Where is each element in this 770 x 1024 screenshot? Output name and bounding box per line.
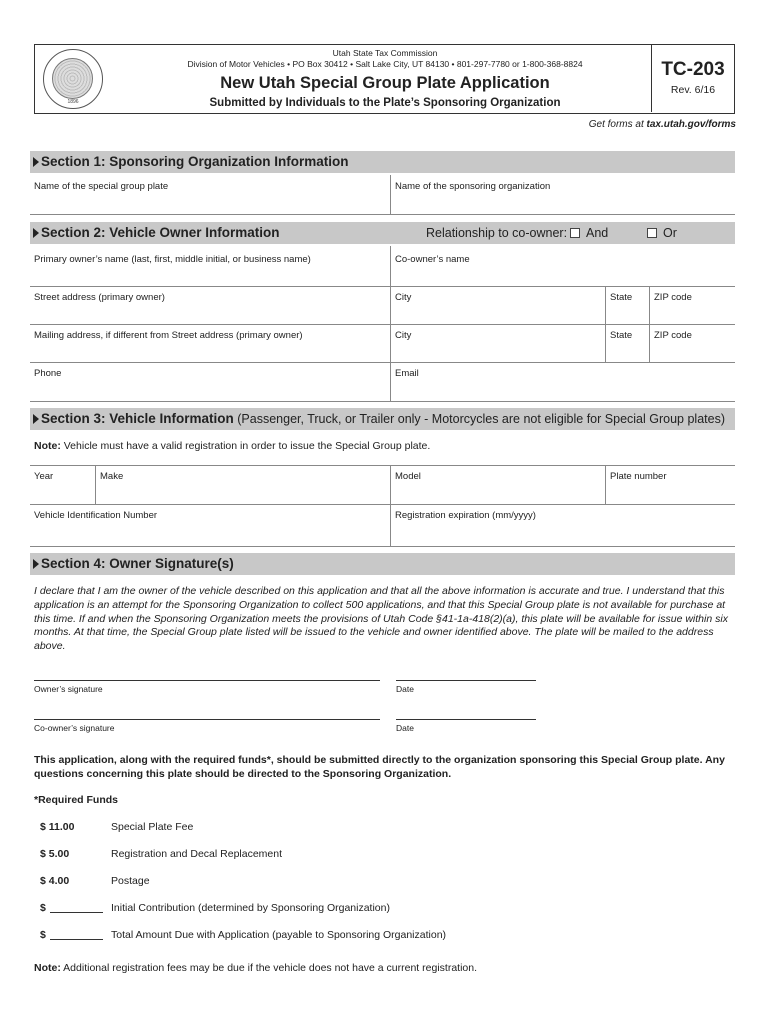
get-forms-note — [589, 119, 736, 130]
submission-instructions: This application, along with the required funds*, should be submitted directly to the organization sponsoring this Special Group plate. Any questions concerning this plate should be directed to the Sponsoring Organization. — [34, 754, 725, 780]
state-field[interactable] — [606, 286, 649, 324]
seal-year: 1896 — [67, 99, 79, 105]
mailing-state-label: State — [610, 330, 633, 341]
final-note-text: Additional registration fees may be due if the vehicle does not have a current registration. — [60, 962, 478, 974]
relationship-or-option[interactable] — [647, 222, 677, 244]
mailing-address-label: Mailing address, if different from Street address (primary owner) — [34, 330, 303, 341]
triangle-icon — [33, 157, 39, 167]
form-id-box — [651, 45, 734, 112]
email-field[interactable] — [391, 362, 735, 400]
primary-owner-name-field[interactable] — [30, 248, 390, 286]
street-address-field[interactable] — [30, 286, 390, 324]
section3-note-label: Note: — [34, 440, 61, 452]
model-label: Model — [395, 471, 421, 482]
get-forms-link[interactable]: tax.utah.gov/forms — [646, 119, 736, 130]
initial-contribution-amount[interactable] — [40, 902, 103, 914]
total-amount-blank[interactable] — [50, 930, 103, 940]
plate-number-field[interactable] — [606, 465, 735, 503]
owner-signature-line[interactable] — [34, 680, 380, 681]
relationship-label: Relationship to co-owner: — [426, 226, 568, 240]
section3-header — [30, 408, 735, 430]
vin-label: Vehicle Identification Number — [34, 510, 158, 521]
sponsoring-organization-field[interactable] — [391, 175, 735, 213]
and-label: And — [586, 226, 609, 240]
form-revision: Rev. 6/16 — [670, 84, 716, 96]
city-field[interactable] — [391, 286, 605, 324]
final-note-label: Note: — [34, 962, 61, 974]
fee-amount: $ 11.00 — [40, 821, 75, 833]
owner-date-line[interactable] — [396, 680, 536, 681]
section1-title: Section 1: Sponsoring Organization Information — [41, 154, 349, 169]
owner-date-label: Date — [396, 684, 414, 694]
model-field[interactable] — [391, 465, 605, 503]
and-checkbox[interactable] — [570, 228, 580, 238]
total-amount-due[interactable] — [40, 929, 103, 941]
fee-description: Total Amount Due with Application (payable to Sponsoring Organization) — [111, 929, 447, 941]
state-label: State — [610, 292, 633, 303]
triangle-icon — [33, 228, 39, 238]
mailing-city-label: City — [395, 330, 412, 341]
sponsoring-organization-label: Name of the sponsoring organization — [395, 181, 551, 192]
section2-title: Section 2: Vehicle Owner Information — [41, 225, 280, 240]
fee-description: Special Plate Fee — [111, 821, 194, 833]
utah-state-seal — [43, 49, 103, 109]
section2-header — [30, 222, 735, 244]
phone-label: Phone — [34, 368, 62, 379]
fee-amount: $ 5.00 — [40, 848, 70, 860]
mailing-city-field[interactable] — [391, 324, 605, 362]
owner-signature-label: Owner’s signature — [34, 684, 103, 694]
seal-emblem — [52, 58, 93, 99]
section3-title: Section 3: Vehicle Information — [41, 411, 234, 426]
form-title: New Utah Special Group Plate Application — [220, 74, 550, 92]
section3-note — [34, 440, 430, 452]
divider — [30, 401, 735, 402]
phone-field[interactable] — [30, 362, 390, 400]
section4-header — [30, 553, 735, 575]
divider — [30, 214, 735, 215]
fee-description: Initial Contribution (determined by Sponsoring Organization) — [111, 902, 390, 914]
year-label: Year — [34, 471, 54, 482]
triangle-icon — [33, 559, 39, 569]
coowner-signature-label: Co-owner’s signature — [34, 723, 115, 733]
special-group-plate-label: Name of the special group plate — [34, 181, 169, 192]
agency-address: Division of Motor Vehicles • PO Box 30412 • Salt Lake City, UT 84130 • 801-297-7780 or 1-800-368-8824 — [187, 59, 583, 69]
registration-expiration-field[interactable] — [391, 504, 735, 544]
section4-title: Section 4: Owner Signature(s) — [41, 556, 234, 571]
agency-name: Utah State Tax Commission — [332, 48, 438, 58]
or-checkbox[interactable] — [647, 228, 657, 238]
vin-field[interactable] — [30, 504, 390, 544]
fee-amount: $ 4.00 — [40, 875, 70, 887]
currency-symbol: $ — [40, 929, 46, 941]
form-header — [34, 44, 735, 114]
mailing-state-field[interactable] — [606, 324, 649, 362]
mailing-address-field[interactable] — [30, 324, 390, 362]
header-center — [135, 48, 635, 109]
relationship-and-option[interactable] — [570, 222, 608, 244]
make-field[interactable] — [96, 465, 390, 503]
fee-description: Registration and Decal Replacement — [111, 848, 283, 860]
section3-note-text: Vehicle must have a valid registration in order to issue the Special Group plate. — [60, 440, 431, 452]
primary-owner-name-label: Primary owner’s name (last, first, middle initial, or business name) — [34, 254, 311, 265]
mailing-zip-label: ZIP code — [654, 330, 692, 341]
coowner-name-field[interactable] — [391, 248, 735, 286]
form-subtitle: Submitted by Individuals to the Plate’s Sponsoring Organization — [209, 97, 561, 109]
get-forms-prefix: Get forms at — [588, 119, 647, 130]
zip-label: ZIP code — [654, 292, 692, 303]
triangle-icon — [33, 414, 39, 424]
form-number: TC-203 — [661, 59, 725, 80]
coowner-signature-line[interactable] — [34, 719, 380, 720]
divider — [390, 175, 391, 214]
zip-field[interactable] — [650, 286, 735, 324]
year-field[interactable] — [30, 465, 95, 503]
divider — [95, 465, 96, 504]
required-funds-label: *Required Funds — [34, 794, 119, 806]
or-label: Or — [663, 226, 677, 240]
email-label: Email — [395, 368, 419, 379]
section1-header — [30, 151, 735, 173]
mailing-zip-field[interactable] — [650, 324, 735, 362]
divider — [30, 546, 735, 547]
make-label: Make — [100, 471, 124, 482]
registration-expiration-label: Registration expiration (mm/yyyy) — [395, 510, 536, 521]
coowner-date-line[interactable] — [396, 719, 536, 720]
section3-title-note: (Passenger, Truck, or Trailer only - Motorcycles are not eligible for Special Group plates) — [233, 412, 725, 426]
coowner-name-label: Co-owner’s name — [395, 254, 470, 265]
special-group-plate-name-field[interactable] — [30, 175, 390, 213]
final-note — [34, 962, 477, 974]
initial-contribution-blank[interactable] — [50, 903, 103, 913]
divider — [605, 465, 606, 504]
city-label: City — [395, 292, 412, 303]
fee-description: Postage — [111, 875, 150, 887]
plate-number-label: Plate number — [610, 471, 667, 482]
declaration-text: I declare that I am the owner of the vehicle described on this application and that all the above information is accurate and true. I understand that this application is an attempt for the Sponsoring Organization to collect 500 applications, and that this Special Group plate is not available for purchase at this time. If and when the Sponsoring Organization meets the provisions of Utah Code §41-1a-418(2)(a), this plate will be available for issue within six months. At that time, the Special Group plate listed will be issued to the vehicle and owner identified above. The plate will be mailed to the address above. — [34, 585, 728, 653]
coowner-date-label: Date — [396, 723, 414, 733]
street-address-label: Street address (primary owner) — [34, 292, 165, 303]
currency-symbol: $ — [40, 902, 46, 914]
